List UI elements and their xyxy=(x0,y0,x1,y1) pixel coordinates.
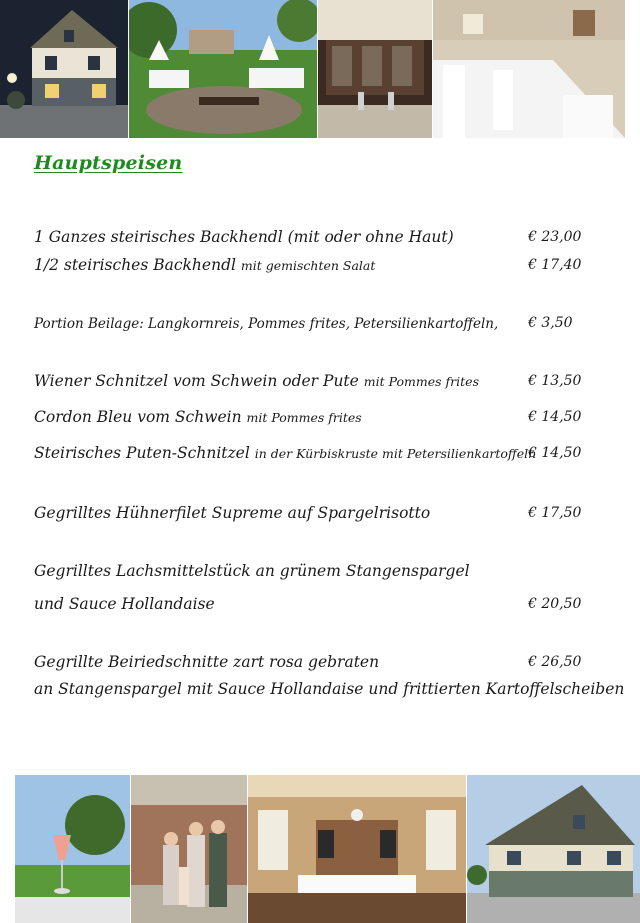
dish-detail: in der Kürbiskruste mit Petersilienkartoffeln xyxy=(254,446,537,461)
dish-price: € 23,00 xyxy=(528,229,582,245)
dish-name: Gegrilltes Lachsmittelstück an grünem Stangenspargel xyxy=(34,562,470,580)
dish-title: Cordon Bleu vom Schwein xyxy=(34,408,242,426)
dish-detail: mit Pommes frites xyxy=(363,374,479,389)
house-night-photo xyxy=(0,0,128,138)
garden-drink-photo xyxy=(15,775,130,923)
dish-name: Portion Beilage: Langkornreis, Pommes frites, Petersilienkartoffeln, xyxy=(34,316,499,332)
dish-name: Gegrillte Beiriedschnitte zart rosa gebraten xyxy=(34,653,380,671)
dish-price: € 13,50 xyxy=(528,373,582,389)
dish-price: € 14,50 xyxy=(528,409,582,425)
page-title: Hauptspeisen xyxy=(34,152,183,174)
dish-name-continued: und Sauce Hollandaise xyxy=(34,595,215,613)
family-photo xyxy=(131,775,247,923)
dish-detail: mit gemischten Salat xyxy=(240,258,376,273)
dish-title: 1/2 steirisches Backhendl xyxy=(34,256,236,274)
dish-price: € 20,50 xyxy=(528,596,582,612)
dish-name: 1 Ganzes steirisches Backhendl (mit oder ohne Haut) xyxy=(34,228,454,246)
dish-price: € 17,50 xyxy=(528,505,582,521)
dish-price: € 14,50 xyxy=(528,445,582,461)
dining-room-photo xyxy=(248,775,466,923)
dish-name: Gegrilltes Hühnerfilet Supreme auf Spargelrisotto xyxy=(34,504,431,522)
dish-name-continued: an Stangenspargel mit Sauce Hollandaise und frittierten Kartoffelscheiben xyxy=(34,680,625,698)
banquet-hall-photo xyxy=(433,0,625,138)
dish-price: € 26,50 xyxy=(528,654,582,670)
dish-name xyxy=(34,408,362,426)
garden-tables-photo xyxy=(129,0,317,138)
dish-title: Wiener Schnitzel vom Schwein oder Pute xyxy=(34,372,359,390)
dish-title: Steirisches Puten-Schnitzel xyxy=(34,444,250,462)
house-exterior-photo xyxy=(467,775,640,923)
bar-counter-photo xyxy=(318,0,432,138)
dish-name xyxy=(34,444,536,462)
dish-name xyxy=(34,256,375,274)
dish-detail: mit Pommes frites xyxy=(246,410,362,425)
dish-price: € 17,40 xyxy=(528,257,582,273)
dish-name xyxy=(34,372,479,390)
dish-price: € 3,50 xyxy=(528,315,573,331)
